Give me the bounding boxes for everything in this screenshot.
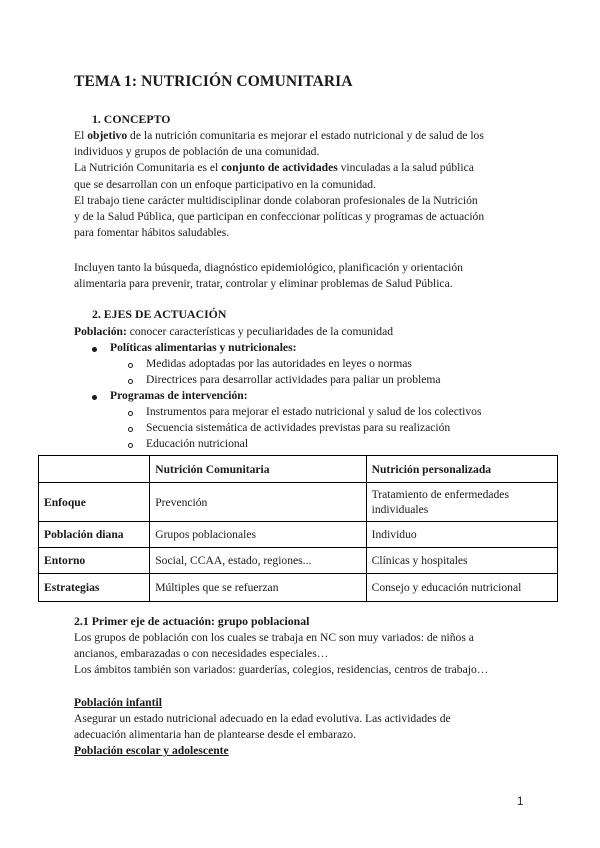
- text-line: individuos y grupos de población de una comunidad.: [74, 145, 320, 159]
- infantil-paragraph: [74, 711, 451, 743]
- table-cell: Clínicas y hospitales: [366, 548, 557, 574]
- table-header-row: [39, 456, 558, 483]
- text-line: que se desarrollan con un enfoque participativo en la comunidad.: [74, 177, 376, 191]
- table-cell: Prevención: [150, 483, 366, 522]
- bullet-circle-icon: [128, 443, 133, 448]
- section-concepto-heading: 1. CONCEPTO: [92, 112, 171, 126]
- sub-bullet-item: Secuencia sistemática de actividades previstas para su realización: [146, 421, 451, 434]
- table-header-cell: Nutrición Comunitaria: [150, 456, 366, 483]
- bullet-circle-icon: [128, 427, 133, 432]
- sub-bullet-item: Educación nutricional: [146, 437, 249, 450]
- sub-bullet-item: Directrices para desarrollar actividades para paliar un problema: [146, 373, 441, 386]
- poblacion-escolar-heading: Población escolar y adolescente: [74, 744, 229, 757]
- sub-bullet-item: Instrumentos para mejorar el estado nutricional y salud de los colectivos: [146, 405, 482, 418]
- bullet-dot-icon: [92, 347, 97, 352]
- bullet-dot-icon: [92, 395, 97, 400]
- poblacion-infantil-heading: Población infantil: [74, 696, 162, 709]
- bullet-programas: Programas de intervención:: [110, 389, 248, 402]
- text-line: Asegurar un estado nutricional adecuado en la edad evolutiva. Las actividades de: [74, 712, 451, 725]
- bullet-circle-icon: [128, 411, 133, 416]
- concepto-paragraph: [74, 128, 484, 241]
- grupos-paragraph: [74, 630, 488, 679]
- table-header-cell: Nutrición personalizada: [366, 456, 557, 483]
- row-label: Estrategias: [39, 574, 150, 602]
- table-cell: Grupos poblacionales: [150, 522, 366, 548]
- table-cell: [366, 483, 557, 522]
- bullet-circle-icon: [128, 363, 133, 368]
- table-cell: Consejo y educación nutricional: [366, 574, 557, 602]
- text-line: El trabajo tiene carácter multidisciplinar donde colaboran profesionales de la Nutrición: [74, 193, 478, 207]
- text-line: Incluyen tanto la búsqueda, diagnóstico epidemiológico, planificación y orientación: [74, 261, 463, 274]
- text-line: La Nutrición Comunitaria es el conjunto de actividades vinculadas a la salud pública: [74, 161, 474, 175]
- sub-bullet-item: Medidas adoptadas por las autoridades en leyes o normas: [146, 357, 412, 370]
- page-title: TEMA 1: NUTRICIÓN COMUNITARIA: [74, 73, 353, 90]
- comparison-table: [38, 455, 558, 602]
- table-row: [39, 548, 558, 574]
- text-line: Los grupos de población con los cuales se trabaja en NC son muy variados: de niños a: [74, 631, 474, 644]
- table-cell: Social, CCAA, estado, regiones...: [150, 548, 366, 574]
- cell-line: Tratamiento de enfermedades: [371, 488, 509, 501]
- table-row: [39, 574, 558, 602]
- text-line: para fomentar hábitos saludables.: [74, 226, 230, 240]
- bullet-circle-icon: [128, 379, 133, 384]
- table-cell: Múltiples que se refuerzan: [150, 574, 366, 602]
- text-line: Los ámbitos también son variados: guarderías, colegios, residencias, centros de trabajo…: [74, 663, 489, 677]
- page-number: 1: [517, 796, 524, 808]
- section-2-1-heading: 2.1 Primer eje de actuación: grupo poblacional: [74, 614, 310, 628]
- text-line: adecuación alimentaria han de plantearse desde el embarazo.: [74, 728, 356, 742]
- text-line: El objetivo de la nutrición comunitaria es mejorar el estado nutricional y de salud de los: [74, 129, 484, 142]
- text-line: alimentaria para prevenir, tratar, controlar y eliminar problemas de Salud Pública.: [74, 277, 453, 291]
- row-label: Entorno: [39, 548, 150, 574]
- section-ejes-heading: 2. EJES DE ACTUACIÓN: [92, 307, 227, 321]
- bullet-politicas: Políticas alimentarias y nutricionales:: [110, 341, 297, 354]
- text-line: ancianos, embarazadas o con necesidades especiales…: [74, 647, 329, 661]
- row-label: Población diana: [39, 522, 150, 548]
- row-label: Enfoque: [39, 483, 150, 522]
- table-row: [39, 522, 558, 548]
- table-row: [39, 483, 558, 522]
- text-line: y de la Salud Pública, que participan en confeccionar políticas y programas de actuación: [74, 210, 485, 224]
- table-header-cell: [39, 456, 150, 483]
- concepto-paragraph-2: [74, 260, 463, 292]
- cell-line: individuales: [371, 503, 429, 516]
- table-cell: Individuo: [366, 522, 557, 548]
- poblacion-line: Población: conocer características y peculiaridades de la comunidad: [74, 325, 394, 338]
